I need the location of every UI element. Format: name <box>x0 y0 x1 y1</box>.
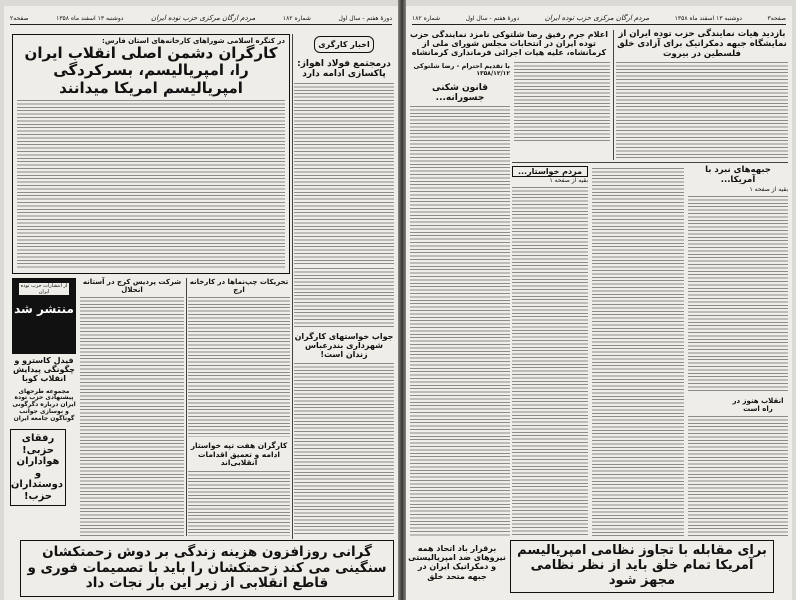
bottom-headline-box <box>510 540 774 593</box>
date: دوشنبه ۱۳ اسفند ماه ۱۳۵۸ <box>674 14 742 22</box>
sheltouki-left-column <box>410 62 510 536</box>
masthead <box>412 12 786 25</box>
story-fronts <box>688 166 788 536</box>
story-arj <box>188 278 290 536</box>
article-body <box>410 106 510 536</box>
newspaper-name: مردم ارگان مرکزی حزب توده ایران <box>544 14 650 22</box>
article-body <box>188 297 290 437</box>
ad-box <box>12 278 76 354</box>
right-newspaper-page <box>406 6 792 600</box>
article-body <box>294 268 394 328</box>
story-headline: مردم خواستار... <box>512 166 588 177</box>
issue-number: شماره ۱۸۲ <box>282 14 311 22</box>
story-headline: انقلاب هنوز در راه است <box>732 396 784 413</box>
page-number: صفحه۳ <box>767 14 786 22</box>
story-pardis <box>80 278 184 536</box>
story-headline: کارگران هفت تپه خواستار ادامه و تعمیق اقدامات انقلابی‌اند <box>190 441 288 468</box>
signoff-date: ۱۳۵۸/۱۲/۱۲ <box>476 69 510 77</box>
story-headline: جواب خواستهای کارگران شهرداری بندرعباس زندان است! <box>294 332 394 360</box>
story-beirut <box>616 30 788 158</box>
page-gutter <box>398 0 406 600</box>
article-body <box>512 187 588 536</box>
story-mardom <box>512 166 588 536</box>
ad-banner: منتشر شد <box>14 302 74 316</box>
newspaper-name: مردم ارگان مرکزی حزب توده ایران <box>150 14 256 22</box>
bottom-headline: گرانی روزافزون هزینه زندگی بر دوش زحمتکشان سنگینی می کند زحمتکشان را باید با تصمیمات فوری و قاطع انقلابی از زیر این بار نجات داد <box>27 544 387 592</box>
section-title: قانون شکنی جسورانه... <box>432 82 488 103</box>
article-body <box>294 363 394 536</box>
page-number: صفحه۲ <box>10 14 29 22</box>
article-body <box>294 83 394 264</box>
story-bandarabbas <box>294 268 394 536</box>
bottom-side-slogan: برقرار باد اتحاد همه نیروهای ضد امپریالیستی و دمکراتیک ایران در جبهه متحد خلق <box>408 544 506 581</box>
callout-box <box>10 429 66 506</box>
article-body <box>688 196 788 392</box>
main-headline: کارگران دشمن اصلی انقلاب ایران را، امپریالیسم، بسرکردگی امپریالیسم امریکا میدانند <box>24 44 278 97</box>
ad-book-2: مجموعه طرحهای پیشنهادی حزب توده ایران درباره دگرگونی و نوسازی جوانب گوناگون جامعه ایران <box>12 387 76 423</box>
labor-news <box>294 34 394 264</box>
article-body <box>592 168 684 536</box>
ad-from: از انتشارات حزب توده ایران <box>20 283 68 295</box>
ad-books <box>10 356 78 536</box>
article-body <box>514 62 610 142</box>
left-newspaper-page <box>4 6 398 600</box>
story-headline: بازدید هیات نمایندگی حزب توده ایران از نمایشگاه جبهه دمکراتیک برای آزادی خلق فلسطین در بیروت <box>617 29 787 59</box>
article-body <box>616 62 788 158</box>
masthead <box>10 12 392 25</box>
kicker: در کنگره اسلامی شوراهای کارخانه‌های استان فارس: <box>102 37 285 45</box>
volume: دورهٔ هفتم - سال اول <box>338 14 392 22</box>
article-body <box>688 416 788 536</box>
bottom-headline: برای مقابله با تجاوز نظامی امپریالیسم آمریکا تمام خلق باید از نظر نظامی مجهز شود <box>517 543 767 588</box>
story-sub: بقیه از صفحه ۱ <box>549 177 588 185</box>
callout: رفقای حزبی! هواداران و دوستداران حزب! <box>10 433 63 502</box>
story-headline: اعلام جرم رفیق رضا شلتوکی نامزد نمایندگی حزب توده ایران در انتخابات مجلس شورای ملی از کرمانشاه، علیه هیات اجرائی فرمانداری کرمانشاه <box>410 30 608 58</box>
story-sub: بقیه از صفحه ۱ <box>749 185 788 193</box>
story-headline: شرکت پردیس کرج در آستانه انحلال <box>82 278 182 295</box>
main-story <box>12 34 290 274</box>
story-headline: جبهه‌های نبرد با آمریکا... <box>705 165 771 185</box>
labor-news-headline: درمجتمع فولاد اهواز: پاکسازی ادامه دارد <box>297 59 391 80</box>
volume: دورهٔ هفتم - سال اول <box>465 14 520 22</box>
signoff: با تقدیم احترام - رضا شلتوکی <box>413 61 510 70</box>
ad-book-1: فیدل کاسترو و چگونگی پیدایش انقلاب کوبا <box>13 356 75 384</box>
article-body <box>80 297 184 536</box>
article-body <box>188 471 290 536</box>
issue-number: شماره ۱۸۲ <box>412 14 440 22</box>
article-body <box>17 100 285 269</box>
labor-news-logo: اخبار کارگری <box>314 36 374 53</box>
story-headline: تحریکات چپ‌نماها در کارخانه ارج <box>189 278 289 295</box>
date: دوشنبه ۱۳ اسفند ماه ۱۳۵۸ <box>56 14 124 22</box>
bottom-headline-box <box>20 540 394 597</box>
